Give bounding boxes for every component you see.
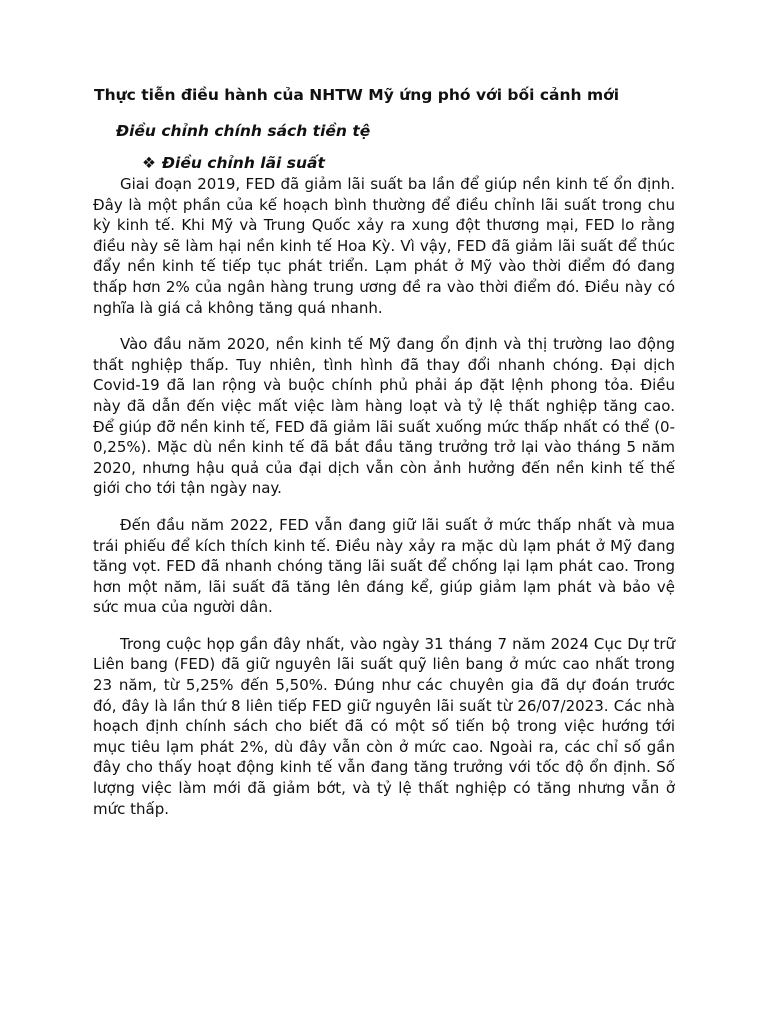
document-title: Thực tiễn điều hành của NHTW Mỹ ứng phó với bối cảnh mới [94,86,620,104]
paragraph-3: Đến đầu năm 2022, FED vẫn đang giữ lãi suất ở mức thấp nhất và mua trái phiếu để kích thích kinh tế. Điều này xảy ra mặc dù lạm phát ở Mỹ đang tăng vọt. FED đã nhanh chóng tăng lãi suất để chống lại lạm phát cao. Trong hơn một năm, lãi suất đã tăng lên đáng kể, giúp giảm lạm phát và bảo vệ sức mua của người dân. [93,515,675,617]
document-body [93,174,675,835]
section-heading-text: Điều chỉnh lãi suất [161,154,325,172]
diamond-bullet-icon: ❖ [142,154,156,172]
section-heading [142,154,325,172]
paragraph-4: Trong cuộc họp gần đây nhất, vào ngày 31 tháng 7 năm 2024 Cục Dự trữ Liên bang (FED) đã giữ nguyên lãi suất quỹ liên bang ở mức cao nhất trong 23 năm, từ 5,25% đến 5,50%. Đúng như các chuyên gia đã dự đoán trước đó, đây là lần thứ 8 liên tiếp FED giữ nguyên lãi suất từ 26/07/2023. Các nhà hoạch định chính sách cho biết đã có một số tiến bộ trong việc hướng tới mục tiêu lạm phát 2%, dù đây vẫn còn ở mức cao. Ngoài ra, các chỉ số gần đây cho thấy hoạt động kinh tế vẫn đang tăng trưởng với tốc độ ổn định. Số lượng việc làm mới đã giảm bớt, và tỷ lệ thất nghiệp có tăng nhưng vẫn ở mức thấp. [93,634,675,818]
paragraph-2: Vào đầu năm 2020, nền kinh tế Mỹ đang ổn định và thị trường lao động thất nghiệp thấp. Tuy nhiên, tình hình đã thay đổi nhanh chóng. Đại dịch Covid-19 đã lan rộng và buộc chính phủ phải áp đặt lệnh phong tỏa. Điều này đã dẫn đến việc mất việc làm hàng loạt và tỷ lệ thất nghiệp tăng cao. Để giúp đỡ nền kinh tế, FED đã giảm lãi suất xuống mức thấp nhất có thể (0-0,25%). Mặc dù nền kinh tế đã bắt đầu tăng trưởng trở lại vào tháng 5 năm 2020, nhưng hậu quả của đại dịch vẫn còn ảnh hưởng đến nền kinh tế thế giới cho tới tận ngày nay. [93,335,675,498]
paragraph-1: Giai đoạn 2019, FED đã giảm lãi suất ba lần để giúp nền kinh tế ổn định. Đây là một phần của kế hoạch bình thường để điều chỉnh lãi suất trong chu kỳ kinh tế. Khi Mỹ và Trung Quốc xảy ra xung đột thương mại, FED lo rằng điều này sẽ làm hại nền kinh tế Hoa Kỳ. Vì vậy, FED đã giảm lãi suất để thúc đẩy nền kinh tế tiếp tục phát triển. Lạm phát ở Mỹ vào thời điểm đó đang thấp hơn 2% của ngân hàng trung ương đề ra vào thời điểm đó. Điều này có nghĩa là giá cả không tăng quá nhanh. [93,175,675,317]
section-subtitle: Điều chỉnh chính sách tiền tệ [116,122,371,140]
